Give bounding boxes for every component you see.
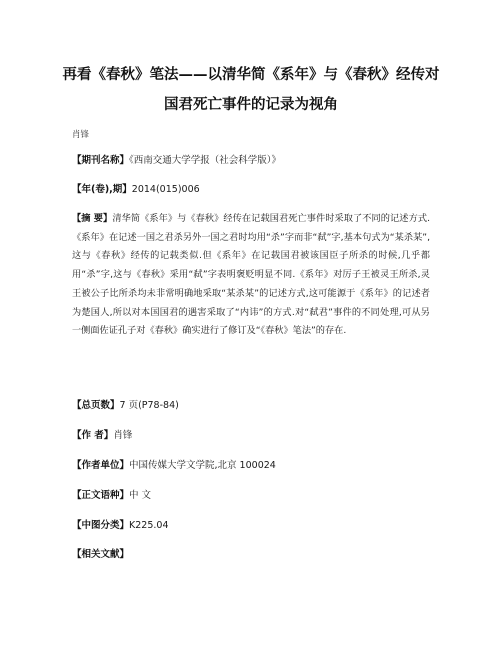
author-value: 肖锋: [113, 430, 133, 441]
year-issue-label: 【年(卷),期】: [72, 184, 132, 195]
author-field: [72, 430, 432, 442]
paper-title-line-2: 国君死亡事件的记录为视角: [164, 97, 338, 113]
journal-value: 《西南交通大学学报（社会科学版）》: [129, 155, 282, 166]
clc-value: K225.04: [129, 520, 169, 531]
pages-label: 【总页数】: [72, 400, 120, 411]
affiliation-field: [72, 460, 432, 472]
year-issue-value: 2014(015)006: [131, 184, 200, 195]
pages-field: [72, 400, 432, 412]
clc-label: 【中图分类】: [72, 520, 130, 531]
affiliation-label: 【作者单位】: [72, 460, 130, 471]
journal-field: [72, 155, 432, 167]
paper-title-line-1: 再看《春秋》笔法——以清华简《系年》与《春秋》经传对: [62, 67, 440, 83]
year-issue-field: [72, 184, 432, 196]
language-label: 【正文语种】: [72, 490, 130, 501]
related-label: 【相关文献】: [72, 549, 130, 560]
abstract-text: 清华简《系年》与《春秋》经传在记载国君死亡事件时采取了不同的记述方式.《系年》在记述一国之君杀另外一国之君时均用“杀”字而非“弑”字,基本句式为“某杀某”,这与《春秋》经传的记载类似.但《系年》在记载国君被该国臣子所杀的时候,几乎都用“杀”字,这与《春秋》采用“弑”字表明褒贬明显不同.《系年》对厉子王被灵王所杀,灵王被公子比所杀均未非常明确地采取“某杀某”的记述方式,这可能源于《系年》的记述者为楚国人,所以对本国国君的遇害采取了“内讳”的方式.对“弑君”事件的不同处理,可从另一侧面佐证孔子对《春秋》确实进行了修订及“《春秋》笔法”的存在.: [72, 213, 431, 337]
affiliation-value: 中国传媒大学文学院,北京 100024: [129, 460, 276, 471]
related-field: [72, 549, 432, 561]
language-field: [72, 490, 432, 502]
author-byline: 肖锋: [72, 130, 90, 140]
abstract-field: [72, 210, 430, 341]
author-label: 【作 者】: [72, 430, 114, 441]
abstract-label: 【摘 要】: [72, 213, 113, 224]
journal-label: 【期刊名称】: [72, 155, 130, 166]
pages-value: 7 页(P78-84): [119, 400, 179, 411]
language-value: 中 文: [129, 490, 152, 501]
clc-field: [72, 520, 432, 532]
